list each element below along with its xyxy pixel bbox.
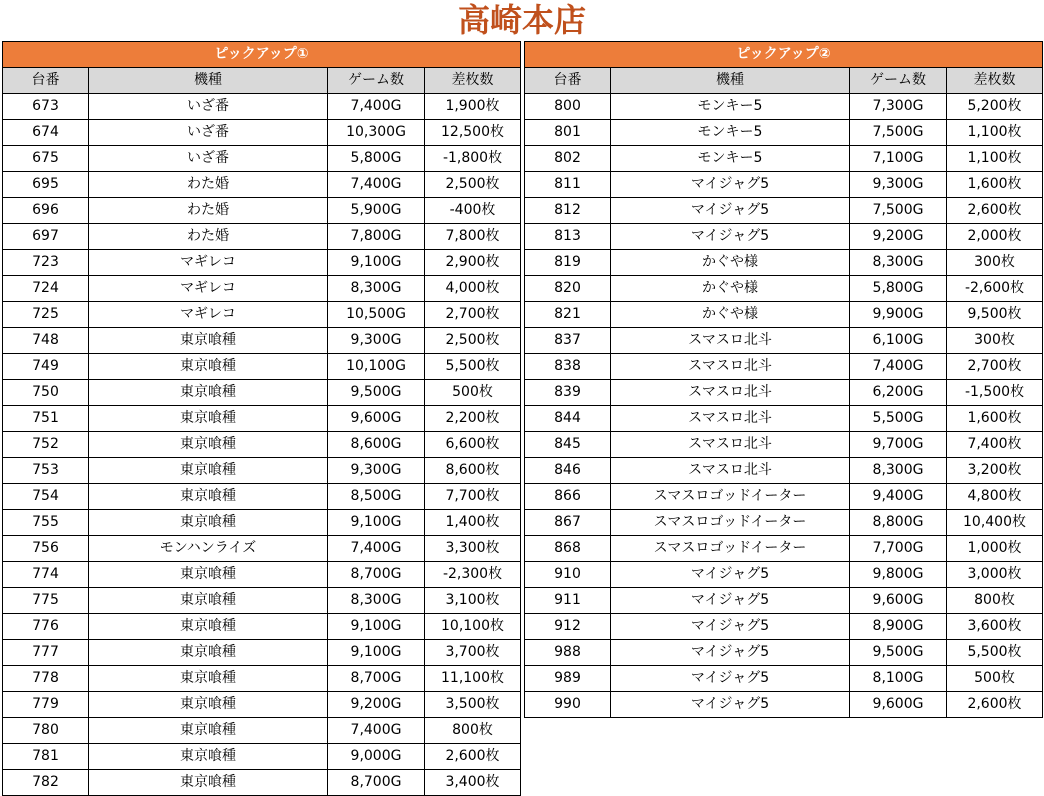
cell-games: 5,900G <box>328 198 425 224</box>
cell-diff: 7,400枚 <box>947 432 1043 458</box>
table-row <box>525 94 1043 120</box>
cell-machine-no: 695 <box>3 172 89 198</box>
cell-machine-no: 749 <box>3 354 89 380</box>
cell-machine-no: 845 <box>525 432 611 458</box>
cell-diff: 4,000枚 <box>425 276 521 302</box>
cell-machine-no: 837 <box>525 328 611 354</box>
cell-machine-no: 775 <box>3 588 89 614</box>
table-row <box>525 354 1043 380</box>
cell-model: マイジャグ5 <box>611 198 850 224</box>
cell-diff: 2,600枚 <box>947 692 1043 718</box>
cell-games: 9,700G <box>850 432 947 458</box>
cell-model: スマスロ北斗 <box>611 328 850 354</box>
cell-games: 7,400G <box>328 94 425 120</box>
cell-model: マイジャグ5 <box>611 224 850 250</box>
cell-model: 東京喰種 <box>89 432 328 458</box>
cell-machine-no: 776 <box>3 614 89 640</box>
cell-games: 7,400G <box>850 354 947 380</box>
table-row <box>525 640 1043 666</box>
cell-model: 東京喰種 <box>89 458 328 484</box>
pickup-table-2 <box>524 41 1043 718</box>
cell-games: 9,800G <box>850 562 947 588</box>
cell-model: 東京喰種 <box>89 510 328 536</box>
table-row <box>3 172 521 198</box>
table-body <box>3 94 521 796</box>
cell-machine-no: 754 <box>3 484 89 510</box>
cell-games: 10,300G <box>328 120 425 146</box>
cell-games: 6,100G <box>850 328 947 354</box>
cell-diff: 2,700枚 <box>425 302 521 328</box>
table-row <box>3 588 521 614</box>
cell-machine-no: 912 <box>525 614 611 640</box>
cell-diff: 2,600枚 <box>425 744 521 770</box>
cell-games: 8,700G <box>328 666 425 692</box>
cell-model: いざ番 <box>89 94 328 120</box>
cell-diff: -2,300枚 <box>425 562 521 588</box>
cell-machine-no: 780 <box>3 718 89 744</box>
cell-diff: 10,400枚 <box>947 510 1043 536</box>
column-header-games: ゲーム数 <box>850 68 947 94</box>
cell-games: 9,300G <box>328 328 425 354</box>
cell-diff: -1,800枚 <box>425 146 521 172</box>
cell-games: 8,300G <box>328 276 425 302</box>
table-row <box>525 224 1043 250</box>
cell-model: いざ番 <box>89 146 328 172</box>
table-row <box>3 94 521 120</box>
cell-games: 9,100G <box>328 250 425 276</box>
cell-games: 10,100G <box>328 354 425 380</box>
cell-diff: 5,200枚 <box>947 94 1043 120</box>
cell-games: 7,800G <box>328 224 425 250</box>
cell-games: 7,400G <box>328 718 425 744</box>
table-row <box>525 458 1043 484</box>
cell-model: マイジャグ5 <box>611 692 850 718</box>
cell-model: かぐや様 <box>611 250 850 276</box>
cell-model: スマスロゴッドイーター <box>611 484 850 510</box>
cell-games: 9,900G <box>850 302 947 328</box>
cell-games: 7,700G <box>850 536 947 562</box>
cell-diff: 5,500枚 <box>947 640 1043 666</box>
cell-machine-no: 756 <box>3 536 89 562</box>
cell-model: モンキー5 <box>611 146 850 172</box>
cell-diff: 300枚 <box>947 328 1043 354</box>
table-row <box>525 562 1043 588</box>
cell-diff: 7,800枚 <box>425 224 521 250</box>
table-heading: ピックアップ② <box>525 42 1043 68</box>
cell-model: マイジャグ5 <box>611 666 850 692</box>
cell-games: 8,800G <box>850 510 947 536</box>
table-row <box>3 198 521 224</box>
cell-machine-no: 774 <box>3 562 89 588</box>
cell-diff: 1,100枚 <box>947 146 1043 172</box>
cell-games: 8,700G <box>328 770 425 796</box>
table-row <box>3 484 521 510</box>
cell-diff: 2,000枚 <box>947 224 1043 250</box>
cell-games: 9,200G <box>328 692 425 718</box>
cell-model: 東京喰種 <box>89 328 328 354</box>
cell-diff: 3,700枚 <box>425 640 521 666</box>
cell-games: 9,500G <box>850 640 947 666</box>
cell-machine-no: 868 <box>525 536 611 562</box>
table-row <box>3 510 521 536</box>
cell-diff: 300枚 <box>947 250 1043 276</box>
table-row <box>525 380 1043 406</box>
table-row <box>525 692 1043 718</box>
table-row <box>525 120 1043 146</box>
cell-model: マイジャグ5 <box>611 640 850 666</box>
cell-diff: 3,300枚 <box>425 536 521 562</box>
cell-diff: 11,100枚 <box>425 666 521 692</box>
table-row <box>3 770 521 796</box>
cell-diff: 8,600枚 <box>425 458 521 484</box>
table-row <box>3 276 521 302</box>
cell-machine-no: 846 <box>525 458 611 484</box>
cell-machine-no: 911 <box>525 588 611 614</box>
cell-machine-no: 990 <box>525 692 611 718</box>
cell-model: いざ番 <box>89 120 328 146</box>
cell-games: 5,500G <box>850 406 947 432</box>
cell-diff: 12,500枚 <box>425 120 521 146</box>
table-row <box>525 510 1043 536</box>
cell-model: マギレコ <box>89 302 328 328</box>
cell-machine-no: 696 <box>3 198 89 224</box>
cell-model: マイジャグ5 <box>611 614 850 640</box>
cell-model: わた婚 <box>89 198 328 224</box>
table-row <box>3 718 521 744</box>
cell-diff: 1,900枚 <box>425 94 521 120</box>
cell-model: 東京喰種 <box>89 588 328 614</box>
cell-model: モンキー5 <box>611 120 850 146</box>
table-row <box>525 432 1043 458</box>
cell-games: 8,300G <box>328 588 425 614</box>
cell-diff: -400枚 <box>425 198 521 224</box>
cell-machine-no: 778 <box>3 666 89 692</box>
cell-diff: -2,600枚 <box>947 276 1043 302</box>
table-row <box>525 302 1043 328</box>
table-row <box>3 640 521 666</box>
cell-games: 7,500G <box>850 198 947 224</box>
cell-diff: 5,500枚 <box>425 354 521 380</box>
cell-diff: 7,700枚 <box>425 484 521 510</box>
cell-model: スマスロゴッドイーター <box>611 510 850 536</box>
cell-games: 8,100G <box>850 666 947 692</box>
cell-diff: 800枚 <box>425 718 521 744</box>
cell-games: 5,800G <box>328 146 425 172</box>
cell-games: 9,200G <box>850 224 947 250</box>
table-row <box>3 224 521 250</box>
table-row <box>3 614 521 640</box>
table-row <box>525 172 1043 198</box>
table-row <box>3 328 521 354</box>
cell-model: 東京喰種 <box>89 380 328 406</box>
cell-model: わた婚 <box>89 224 328 250</box>
cell-machine-no: 910 <box>525 562 611 588</box>
cell-games: 10,500G <box>328 302 425 328</box>
cell-games: 8,900G <box>850 614 947 640</box>
cell-machine-no: 674 <box>3 120 89 146</box>
cell-model: 東京喰種 <box>89 640 328 666</box>
cell-model: マイジャグ5 <box>611 588 850 614</box>
cell-diff: 3,100枚 <box>425 588 521 614</box>
cell-machine-no: 673 <box>3 94 89 120</box>
cell-machine-no: 821 <box>525 302 611 328</box>
cell-model: スマスロ北斗 <box>611 354 850 380</box>
cell-games: 9,300G <box>328 458 425 484</box>
cell-model: 東京喰種 <box>89 406 328 432</box>
table-body <box>525 94 1043 718</box>
cell-diff: 500枚 <box>425 380 521 406</box>
cell-diff: 2,500枚 <box>425 172 521 198</box>
cell-games: 8,300G <box>850 458 947 484</box>
cell-model: マイジャグ5 <box>611 562 850 588</box>
cell-model: 東京喰種 <box>89 354 328 380</box>
cell-machine-no: 801 <box>525 120 611 146</box>
cell-machine-no: 802 <box>525 146 611 172</box>
table-row <box>525 146 1043 172</box>
cell-games: 7,400G <box>328 536 425 562</box>
cell-machine-no: 867 <box>525 510 611 536</box>
table-row <box>3 432 521 458</box>
table-row <box>3 250 521 276</box>
cell-diff: 2,600枚 <box>947 198 1043 224</box>
cell-diff: 1,600枚 <box>947 406 1043 432</box>
cell-games: 8,300G <box>850 250 947 276</box>
cell-games: 9,100G <box>328 510 425 536</box>
cell-machine-no: 752 <box>3 432 89 458</box>
table-row <box>3 380 521 406</box>
cell-model: スマスロゴッドイーター <box>611 536 850 562</box>
cell-model: マギレコ <box>89 250 328 276</box>
table-row <box>3 302 521 328</box>
cell-machine-no: 800 <box>525 94 611 120</box>
table-row <box>525 328 1043 354</box>
cell-machine-no: 724 <box>3 276 89 302</box>
cell-games: 9,500G <box>328 380 425 406</box>
cell-games: 7,400G <box>328 172 425 198</box>
cell-games: 9,100G <box>328 614 425 640</box>
cell-machine-no: 675 <box>3 146 89 172</box>
cell-diff: 1,000枚 <box>947 536 1043 562</box>
cell-machine-no: 750 <box>3 380 89 406</box>
table-row <box>3 562 521 588</box>
cell-model: スマスロ北斗 <box>611 432 850 458</box>
cell-machine-no: 866 <box>525 484 611 510</box>
cell-machine-no: 838 <box>525 354 611 380</box>
cell-diff: 2,900枚 <box>425 250 521 276</box>
column-header-model: 機種 <box>89 68 328 94</box>
table-row <box>3 692 521 718</box>
table-row <box>525 198 1043 224</box>
cell-machine-no: 723 <box>3 250 89 276</box>
cell-machine-no: 820 <box>525 276 611 302</box>
cell-machine-no: 844 <box>525 406 611 432</box>
cell-machine-no: 725 <box>3 302 89 328</box>
cell-machine-no: 811 <box>525 172 611 198</box>
cell-diff: 3,200枚 <box>947 458 1043 484</box>
cell-diff: 2,200枚 <box>425 406 521 432</box>
table-row <box>3 406 521 432</box>
cell-games: 8,500G <box>328 484 425 510</box>
cell-games: 9,300G <box>850 172 947 198</box>
cell-model: わた婚 <box>89 172 328 198</box>
cell-machine-no: 782 <box>3 770 89 796</box>
column-header-model: 機種 <box>611 68 850 94</box>
column-header-diff: 差枚数 <box>947 68 1043 94</box>
cell-diff: 6,600枚 <box>425 432 521 458</box>
cell-diff: 10,100枚 <box>425 614 521 640</box>
table-row <box>3 120 521 146</box>
cell-diff: 3,000枚 <box>947 562 1043 588</box>
cell-games: 9,100G <box>328 640 425 666</box>
cell-model: 東京喰種 <box>89 692 328 718</box>
cell-games: 5,800G <box>850 276 947 302</box>
table-row <box>525 250 1043 276</box>
table-heading: ピックアップ① <box>3 42 521 68</box>
cell-games: 9,600G <box>328 406 425 432</box>
cell-diff: 9,500枚 <box>947 302 1043 328</box>
pickup-table-1 <box>2 41 521 796</box>
table-row <box>525 536 1043 562</box>
cell-machine-no: 697 <box>3 224 89 250</box>
cell-model: 東京喰種 <box>89 614 328 640</box>
cell-diff: 3,500枚 <box>425 692 521 718</box>
cell-diff: 3,400枚 <box>425 770 521 796</box>
cell-diff: 1,600枚 <box>947 172 1043 198</box>
cell-machine-no: 812 <box>525 198 611 224</box>
cell-diff: 4,800枚 <box>947 484 1043 510</box>
cell-games: 8,600G <box>328 432 425 458</box>
cell-machine-no: 751 <box>3 406 89 432</box>
cell-machine-no: 777 <box>3 640 89 666</box>
table-row <box>525 276 1043 302</box>
cell-diff: 2,700枚 <box>947 354 1043 380</box>
cell-model: かぐや様 <box>611 276 850 302</box>
cell-machine-no: 819 <box>525 250 611 276</box>
cell-model: スマスロ北斗 <box>611 406 850 432</box>
column-header-diff: 差枚数 <box>425 68 521 94</box>
cell-games: 7,300G <box>850 94 947 120</box>
cell-diff: 1,400枚 <box>425 510 521 536</box>
table-row <box>525 588 1043 614</box>
table-row <box>525 614 1043 640</box>
cell-model: 東京喰種 <box>89 770 328 796</box>
table-row <box>3 146 521 172</box>
cell-machine-no: 839 <box>525 380 611 406</box>
page-title: 高崎本店 <box>457 1 586 39</box>
cell-model: 東京喰種 <box>89 744 328 770</box>
cell-model: 東京喰種 <box>89 718 328 744</box>
cell-model: 東京喰種 <box>89 484 328 510</box>
cell-machine-no: 813 <box>525 224 611 250</box>
cell-machine-no: 748 <box>3 328 89 354</box>
table-row <box>3 744 521 770</box>
cell-machine-no: 988 <box>525 640 611 666</box>
cell-model: かぐや様 <box>611 302 850 328</box>
cell-machine-no: 753 <box>3 458 89 484</box>
table-row <box>3 536 521 562</box>
table-row <box>525 406 1043 432</box>
cell-games: 7,100G <box>850 146 947 172</box>
cell-machine-no: 755 <box>3 510 89 536</box>
cell-model: マギレコ <box>89 276 328 302</box>
cell-diff: 800枚 <box>947 588 1043 614</box>
cell-machine-no: 779 <box>3 692 89 718</box>
table-row <box>3 458 521 484</box>
cell-games: 9,000G <box>328 744 425 770</box>
cell-games: 6,200G <box>850 380 947 406</box>
cell-machine-no: 781 <box>3 744 89 770</box>
cell-model: 東京喰種 <box>89 666 328 692</box>
cell-games: 9,400G <box>850 484 947 510</box>
cell-diff: 500枚 <box>947 666 1043 692</box>
column-header-machine-no: 台番 <box>3 68 89 94</box>
table-row <box>525 484 1043 510</box>
table-row <box>3 354 521 380</box>
cell-diff: 3,600枚 <box>947 614 1043 640</box>
cell-model: スマスロ北斗 <box>611 458 850 484</box>
cell-model: マイジャグ5 <box>611 172 850 198</box>
cell-machine-no: 989 <box>525 666 611 692</box>
cell-games: 9,600G <box>850 588 947 614</box>
cell-model: スマスロ北斗 <box>611 380 850 406</box>
column-header-games: ゲーム数 <box>328 68 425 94</box>
table-row <box>3 666 521 692</box>
cell-diff: 1,100枚 <box>947 120 1043 146</box>
cell-model: 東京喰種 <box>89 562 328 588</box>
cell-games: 7,500G <box>850 120 947 146</box>
table-row <box>525 666 1043 692</box>
cell-games: 8,700G <box>328 562 425 588</box>
cell-model: モンキー5 <box>611 94 850 120</box>
cell-diff: -1,500枚 <box>947 380 1043 406</box>
column-header-machine-no: 台番 <box>525 68 611 94</box>
cell-diff: 2,500枚 <box>425 328 521 354</box>
cell-games: 9,600G <box>850 692 947 718</box>
cell-model: モンハンライズ <box>89 536 328 562</box>
